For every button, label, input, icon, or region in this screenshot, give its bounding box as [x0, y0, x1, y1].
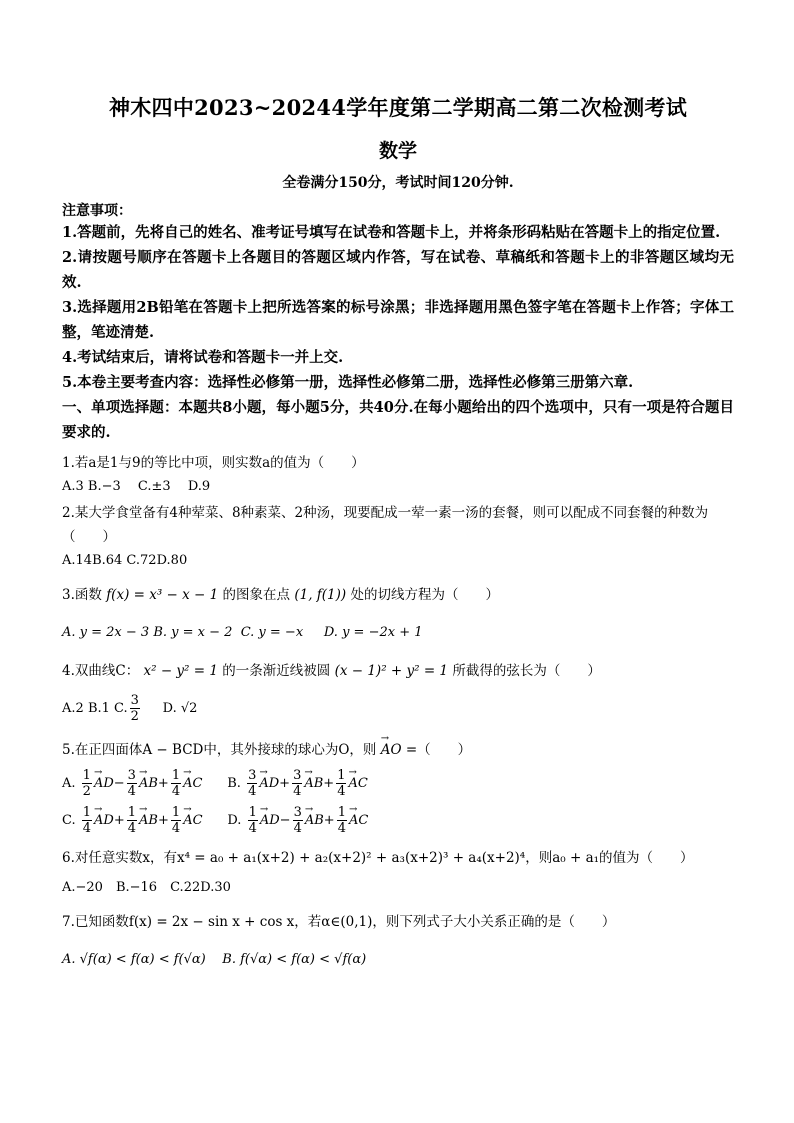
fraction-num: 1	[171, 768, 181, 783]
vector: → AC	[183, 772, 202, 796]
vector: → AB	[139, 809, 158, 833]
q3-point: (1, f(1))	[294, 587, 347, 603]
exam-subject: 数学	[378, 140, 417, 162]
notes-heading: 注意事项：	[62, 203, 132, 219]
fraction-den: 4	[82, 821, 92, 836]
question-4-options	[62, 693, 734, 724]
vector: → AD	[260, 809, 280, 833]
fraction-den: 4	[127, 784, 136, 799]
fraction-den: 4	[293, 821, 302, 836]
q3-prefix: 3.函数	[62, 587, 102, 603]
vector: → AD	[259, 772, 279, 796]
fraction-num: 3	[293, 768, 302, 783]
fraction	[171, 805, 181, 836]
question-1-stem: 1.若a是1与9的等比中项，则实数a的值为（ ）	[62, 455, 365, 471]
q4-opt-c-num: 3	[130, 693, 139, 708]
vector: → AC	[183, 809, 202, 833]
vector: → AB	[139, 772, 158, 796]
q5-opt-c-label: C.	[62, 813, 76, 828]
note-item: 3.选择题用2B铅笔在答题卡上把所选答案的标号涂黑；非选择题用黑色签字笔在答题卡上作答；字体工整，笔迹清楚.	[62, 299, 734, 341]
question-3-stem	[62, 583, 734, 607]
question-7-options	[62, 948, 734, 972]
q4-prefix: 4.双曲线C：	[62, 663, 140, 679]
question-3-options	[62, 621, 734, 645]
exam-page	[62, 92, 734, 972]
question-6-options: A.−20 B.−16 C.22D.30	[62, 880, 231, 895]
question-2-options: A.14B.64 C.72D.80	[62, 553, 188, 568]
fraction	[247, 768, 257, 799]
fraction-num: 1	[82, 805, 92, 820]
vector: → AB	[305, 809, 324, 833]
fraction	[337, 805, 347, 836]
q3-suffix: 处的切线方程为（ ）	[350, 587, 499, 603]
fraction	[293, 805, 303, 836]
q4-opt-d: D. √2	[162, 701, 198, 716]
q5-opt-a-label: A.	[62, 776, 76, 791]
fraction-den: 4	[337, 821, 346, 836]
q3-opt-b: B. y = x − 2	[153, 625, 233, 640]
score-line: 全卷满分150分，考试时间120分钟.	[282, 175, 514, 191]
q7-opt-b: B. f(√α) < f(α) < √f(α)	[222, 952, 367, 967]
q5-suffix: =（ ）	[405, 742, 472, 758]
fraction	[248, 805, 258, 836]
question-5-stem	[62, 738, 734, 762]
q4-expr1: x² − y² = 1	[143, 663, 218, 679]
q4-expr2: (x − 1)² + y² = 1	[334, 663, 449, 679]
q4-suffix: 所截得的弦长为（ ）	[452, 663, 601, 679]
vector: → AC	[349, 809, 368, 833]
fraction-num: 1	[337, 768, 346, 783]
q4-opt-c-label: C.	[114, 701, 128, 716]
fraction-den: 4	[293, 784, 302, 799]
fraction-num: 1	[337, 805, 346, 820]
fraction	[127, 805, 137, 836]
vector: → AD	[94, 772, 114, 796]
vector: → AD	[94, 809, 114, 833]
fraction-num: 1	[82, 768, 91, 783]
note-item: 1.答题前，先将自己的姓名、准考证号填写在试卷和答题卡上，并将条形码粘贴在答题卡上的指定位置.	[62, 224, 721, 241]
fraction-den: 4	[248, 784, 257, 799]
q5-vector-ao: → AO	[381, 738, 402, 762]
fraction	[336, 768, 346, 799]
fraction-den: 4	[127, 821, 137, 836]
q4-opt-b: B.1	[87, 701, 110, 716]
vector: → AB	[304, 772, 323, 796]
fraction-num: 3	[293, 805, 302, 820]
fraction-num: 3	[127, 768, 136, 783]
q4-mid: 的一条渐近线被圆	[222, 663, 331, 679]
fraction	[82, 805, 92, 836]
question-5-options-row-2: C. $\frac{1}{4}$ → AD+ $\frac{1}{4}$ → AB+ $\frac{1}{4}$ → AC D. $\frac{1}{4}$ → AD− $\frac{3}{4}$ → AB+ $\frac{1}{4}$ → AC	[62, 805, 734, 836]
question-5-options-row-1: A. $\frac{1}{2}$ → AD− $\frac{3}{4}$ → AB+ $\frac{1}{4}$ → AC B. $\frac{3}{4}$ → AD+ $\frac{3}{4}$ → AB+ $\frac{1}{4}$ → AC	[62, 768, 734, 799]
fraction-num: 1	[171, 805, 181, 820]
q5-opt-b-label: B.	[227, 776, 241, 791]
fraction	[82, 768, 92, 799]
question-1-options: A.3 B.−3 C.±3 D.9	[62, 479, 211, 494]
section-heading: 一、单项选择题：本题共8小题，每小题5分，共40分.在每小题给出的四个选项中，只有一项是符合题目要求的.	[62, 399, 734, 441]
q4-opt-c-fraction	[130, 693, 140, 724]
fraction-num: 1	[248, 805, 257, 820]
q3-mid: 的图象在点	[222, 587, 291, 603]
q3-opt-d: D. y = −2x + 1	[323, 625, 423, 640]
note-item: 4.考试结束后，请将试卷和答题卡一并上交.	[62, 349, 344, 366]
vector: → AC	[348, 772, 367, 796]
question-2-stem: 2.某大学食堂备有4种荤菜、8种素菜、2种汤，现要配成一荤一素一汤的套餐，则可以配成不同套餐的种数为（ ）	[62, 505, 709, 545]
note-item: 5.本卷主要考查内容：选择性必修第一册，选择性必修第二册，选择性必修第三册第六章.	[62, 374, 634, 391]
fraction-den: 2	[82, 784, 91, 799]
question-4-stem	[62, 659, 734, 683]
fraction-num: 3	[248, 768, 257, 783]
exam-title: 神木四中2023~20244学年度第二学期高二第二次检测考试	[108, 95, 688, 120]
q3-opt-a: A. y = 2x − 3	[62, 625, 150, 640]
fraction	[292, 768, 302, 799]
q3-expr: f(x) = x³ − x − 1	[106, 587, 219, 603]
q4-opt-a: A.2	[62, 701, 84, 716]
fraction-num: 1	[127, 805, 137, 820]
fraction-den: 4	[171, 784, 181, 799]
q5-prefix: 5.在正四面体A − BCD中，其外接球的球心为O，则	[62, 742, 377, 758]
q3-opt-c: C. y = −x	[240, 625, 304, 640]
fraction	[127, 768, 137, 799]
q4-opt-c-den: 2	[130, 709, 139, 724]
fraction	[171, 768, 181, 799]
question-7-stem: 7.已知函数f(x) = 2x − sin x + cos x，若α∈(0,1)，则下列式子大小关系正确的是（ ）	[62, 914, 616, 930]
fraction-den: 4	[171, 821, 181, 836]
question-6-stem: 6.对任意实数x，有x⁴ = a₀ + a₁(x+2) + a₂(x+2)² + a₃(x+2)³ + a₄(x+2)⁴，则a₀ + a₁的值为（ ）	[62, 850, 694, 866]
fraction-den: 4	[248, 821, 257, 836]
q5-opt-d-label: D.	[227, 813, 242, 828]
note-item: 2.请按题号顺序在答题卡上各题目的答题区域内作答，写在试卷、草稿纸和答题卡上的非答题区域均无效.	[62, 249, 734, 291]
q7-opt-a: A. √f(α) < f(α) < f(√α)	[62, 952, 206, 967]
fraction-den: 4	[337, 784, 346, 799]
